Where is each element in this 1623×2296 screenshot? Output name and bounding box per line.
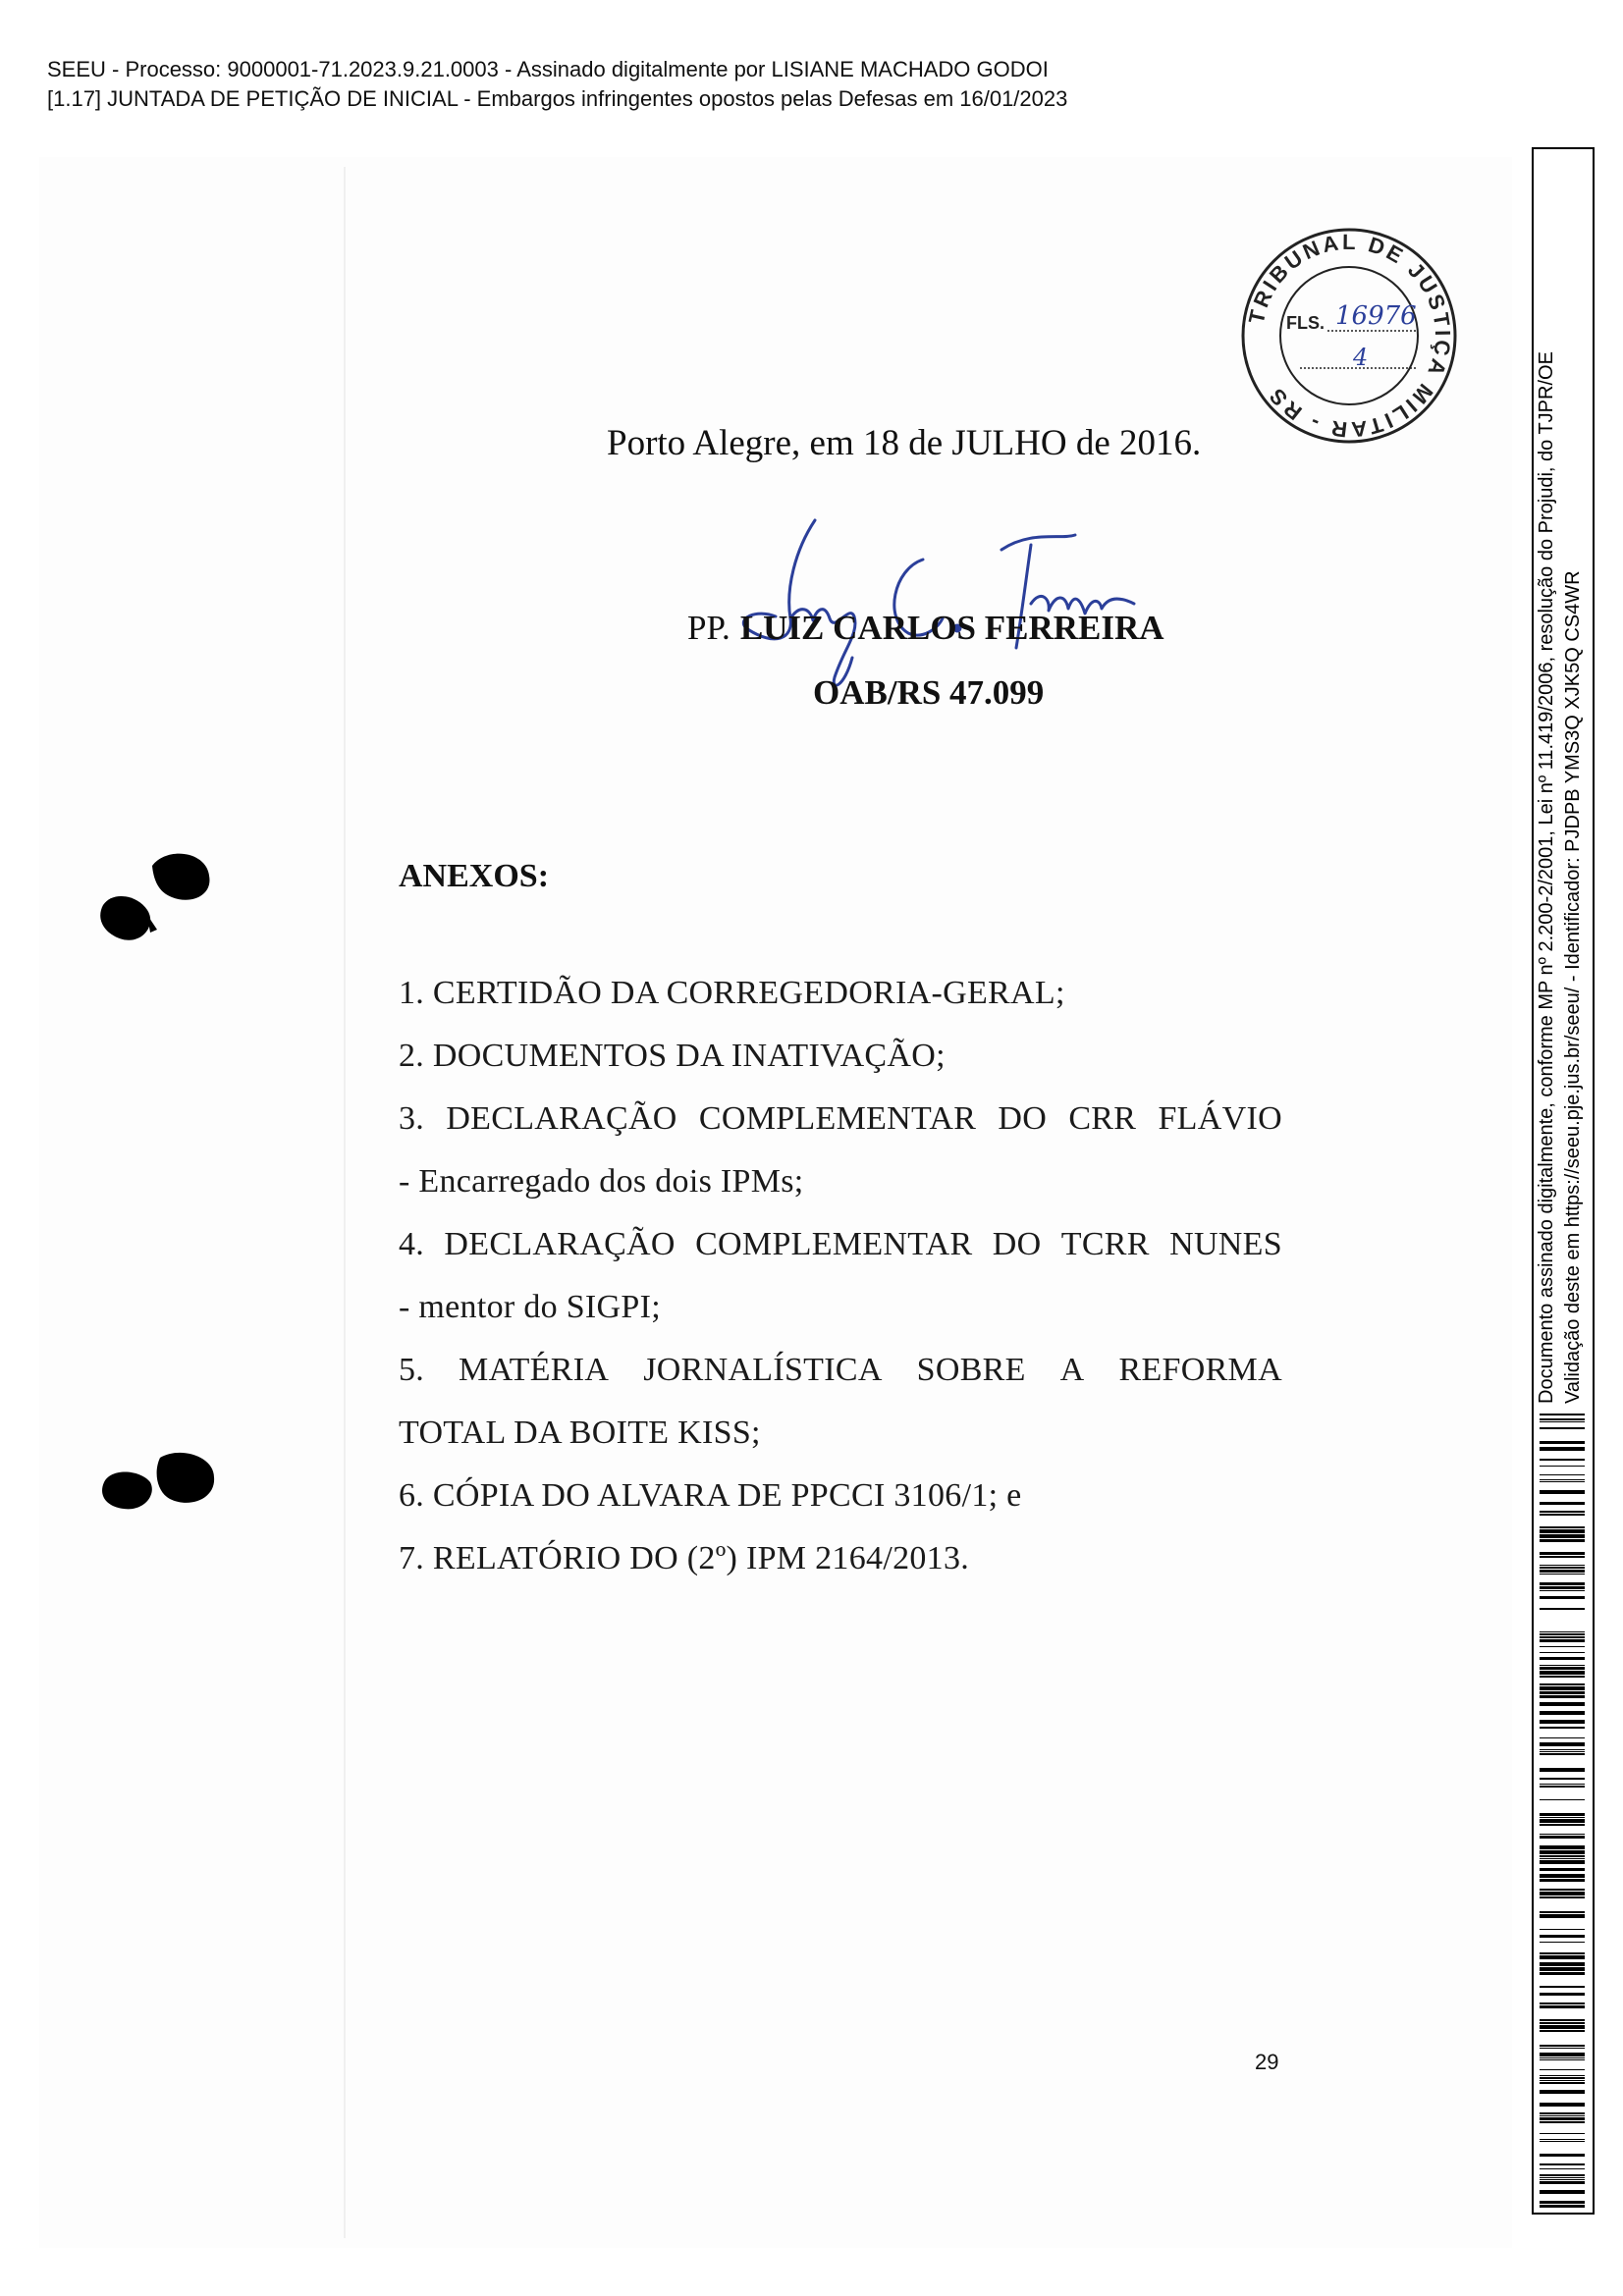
anexos-line-5: 4. DECLARAÇÃO COMPLEMENTAR DO TCRR NUNES	[399, 1226, 1282, 1262]
anexos-line-2: 2. DOCUMENTOS DA INATIVAÇÃO;	[399, 1038, 946, 1074]
stamp-fls-sub: 4	[1353, 344, 1369, 371]
anexos-line-3: 3. DECLARAÇÃO COMPLEMENTAR DO CRR FLÁVIO	[399, 1100, 1282, 1137]
stamp-fls-label: FLS.	[1286, 313, 1325, 333]
punch-hole-blot	[93, 846, 221, 954]
anexos-line-4: - Encarregado dos dois IPMs;	[399, 1163, 804, 1200]
anexos-line-9: 6. CÓPIA DO ALVARA DE PPCCI 3106/1; e	[399, 1477, 1022, 1514]
letter-date: Porto Alegre, em 18 de JULHO de 2016.	[607, 423, 1202, 463]
stamp-ring-text: TRIBUNAL DE JUSTIÇA MILITAR - RS	[1243, 229, 1456, 443]
signer-name: LUIZ CARLOS FERREIRA	[739, 609, 1164, 647]
anexos-line-6: - mentor do SIGPI;	[399, 1289, 661, 1325]
document-header	[47, 55, 1067, 114]
anexos-line-7: 5. MATÉRIA JORNALÍSTICA SOBRE A REFORMA	[399, 1352, 1282, 1388]
anexos-title: ANEXOS:	[399, 858, 550, 894]
anexos-line-1: 1. CERTIDÃO DA CORREGEDORIA-GERAL;	[399, 975, 1065, 1011]
signer-prefix: PP.	[687, 609, 730, 647]
validation-text	[1534, 351, 1587, 1404]
header-line-1: SEEU - Processo: 9000001-71.2023.9.21.0003 - Assinado digitalmente por LISIANE MACHADO GODOI	[47, 57, 1049, 81]
court-stamp	[1239, 226, 1460, 447]
header-line-2: [1.17] JUNTADA DE PETIÇÃO DE INICIAL - Embargos infringentes opostos pelas Defesas em 16/01/2023	[47, 86, 1068, 111]
anexos-list	[399, 972, 1282, 1600]
stamp-fls-number: 16976	[1335, 301, 1417, 331]
punch-hole-blot	[96, 1448, 224, 1526]
oab-registration: OAB/RS 47.099	[813, 673, 1045, 712]
anexos-line-8: TOTAL DA BOITE KISS;	[399, 1415, 761, 1451]
validation-line-1: Documento assinado digitalmente, conforme MP nº 2.200-2/2001, Lei nº 11.419/2006, resolução do Projudi, do TJPR/OE	[1536, 351, 1557, 1404]
validation-line-2: Validação deste em https://seeu.pje.jus.br/seeu/ - Identificador: PJDPB YMS3Q XJK5Q CS4WR	[1562, 570, 1584, 1404]
anexos-line-10: 7. RELATÓRIO DO (2º) IPM 2164/2013.	[399, 1540, 970, 1576]
validation-barcode	[1536, 1414, 1589, 2209]
page-number: 29	[1255, 2050, 1279, 2074]
signer-line	[687, 609, 1164, 648]
scan-fold-line	[344, 167, 346, 2238]
